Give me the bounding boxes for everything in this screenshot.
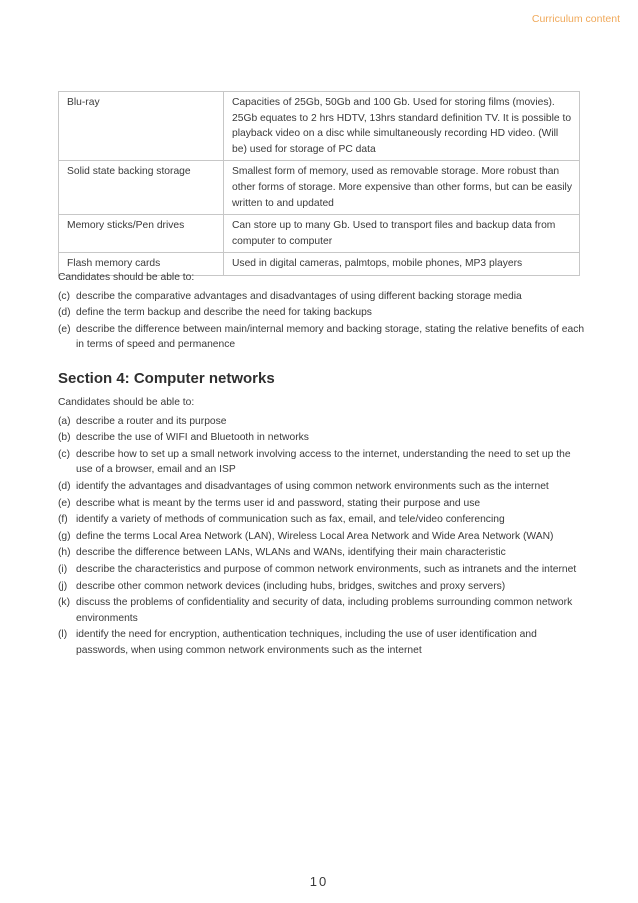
storage-media-table xyxy=(58,91,580,276)
table-row xyxy=(59,161,580,215)
list-item xyxy=(58,545,588,561)
list-item xyxy=(58,529,588,545)
item-text: describe the characteristics and purpose of common network environments, such as intranets and the internet xyxy=(76,563,577,575)
item-letter: (a) xyxy=(58,415,71,427)
list-item xyxy=(58,305,588,321)
list-item xyxy=(58,414,588,430)
item-letter: (c) xyxy=(58,290,71,302)
item-text: identify the need for encryption, authentication techniques, including the use of user identification and passwords, when using common network environments such as the internet xyxy=(76,629,537,656)
item-letter: (l) xyxy=(58,629,68,641)
item-text: identify the advantages and disadvantages of using common network environments such as the internet xyxy=(76,480,549,492)
item-text: define the term backup and describe the need for taking backups xyxy=(76,307,372,319)
objectives-intro: Candidates should be able to: xyxy=(58,396,195,408)
list-item xyxy=(58,562,588,578)
item-text: discuss the problems of confidentiality and security of data, including problems surrounding common network environments xyxy=(76,597,573,624)
item-letter: (b) xyxy=(58,432,71,444)
item-letter: (c) xyxy=(58,448,71,460)
item-letter: (d) xyxy=(58,480,71,492)
item-letter: (e) xyxy=(58,323,71,335)
table-row xyxy=(59,215,580,253)
storage-objectives-list xyxy=(58,289,588,353)
table-cell-description: Capacities of 25Gb, 50Gb and 100 Gb. Used for storing films (movies). 25Gb equates to 2 hrs HDTV, 13hrs standard definition TV. It is possible to playback video on a disc while simultaneously recording HD video. (Will be) used for storage of PC data xyxy=(224,92,580,161)
network-objectives-list xyxy=(58,414,588,659)
table-cell-description: Smallest form of memory, used as removable storage. More robust than other forms of storage. More expensive than other forms, but can be easily written to and updated xyxy=(224,161,580,215)
table-row xyxy=(59,92,580,161)
table-cell-description: Used in digital cameras, palmtops, mobile phones, MP3 players xyxy=(224,253,580,276)
item-letter: (i) xyxy=(58,563,68,575)
item-text: describe the comparative advantages and disadvantages of using different backing storage media xyxy=(76,290,522,302)
list-item xyxy=(58,496,588,512)
item-text: describe the difference between main/internal memory and backing storage, stating the relative benefits of each in terms of speed and permanence xyxy=(76,323,585,351)
item-letter: (g) xyxy=(58,530,71,542)
table-cell-term: Blu-ray xyxy=(59,92,224,161)
item-letter: (d) xyxy=(58,307,71,319)
table-cell-term: Solid state backing storage xyxy=(59,161,224,215)
item-letter: (j) xyxy=(58,580,68,592)
table-cell-description: Can store up to many Gb. Used to transport files and backup data from computer to computer xyxy=(224,215,580,253)
item-text: describe how to set up a small network involving access to the internet, understanding the need to set up the use of a browser, email and an ISP xyxy=(76,448,571,476)
item-text: describe what is meant by the terms user id and password, stating their purpose and use xyxy=(76,497,481,509)
main-content xyxy=(58,270,588,659)
list-item xyxy=(58,289,588,305)
table-cell-term: Memory sticks/Pen drives xyxy=(59,215,224,253)
running-header: Curriculum content xyxy=(531,13,620,25)
list-item xyxy=(58,479,588,495)
page-number: 10 xyxy=(309,874,329,889)
list-item xyxy=(58,627,588,658)
item-text: describe a router and its purpose xyxy=(76,415,227,427)
list-item xyxy=(58,430,588,446)
objectives-intro: Candidates should be able to: xyxy=(58,272,195,283)
item-text: identify a variety of methods of communication such as fax, email, and tele/video conferencing xyxy=(76,514,505,526)
section-heading: Section 4: Computer networks xyxy=(58,369,275,387)
list-item xyxy=(58,322,588,353)
list-item xyxy=(58,512,588,528)
list-item xyxy=(58,579,588,595)
item-letter: (f) xyxy=(58,514,68,526)
item-letter: (k) xyxy=(58,597,71,609)
table-cell-term: Flash memory cards xyxy=(59,253,224,276)
item-letter: (h) xyxy=(58,547,71,559)
item-text: describe other common network devices (including hubs, bridges, switches and proxy servers) xyxy=(76,580,506,592)
item-text: define the terms Local Area Network (LAN), Wireless Local Area Network and Wide Area Network (WAN) xyxy=(76,530,554,542)
item-letter: (e) xyxy=(58,497,71,509)
item-text: describe the difference between LANs, WLANs and WANs, identifying their main characteristic xyxy=(76,547,506,559)
list-item xyxy=(58,595,588,626)
item-text: describe the use of WIFI and Bluetooth in networks xyxy=(76,432,309,444)
list-item xyxy=(58,447,588,478)
